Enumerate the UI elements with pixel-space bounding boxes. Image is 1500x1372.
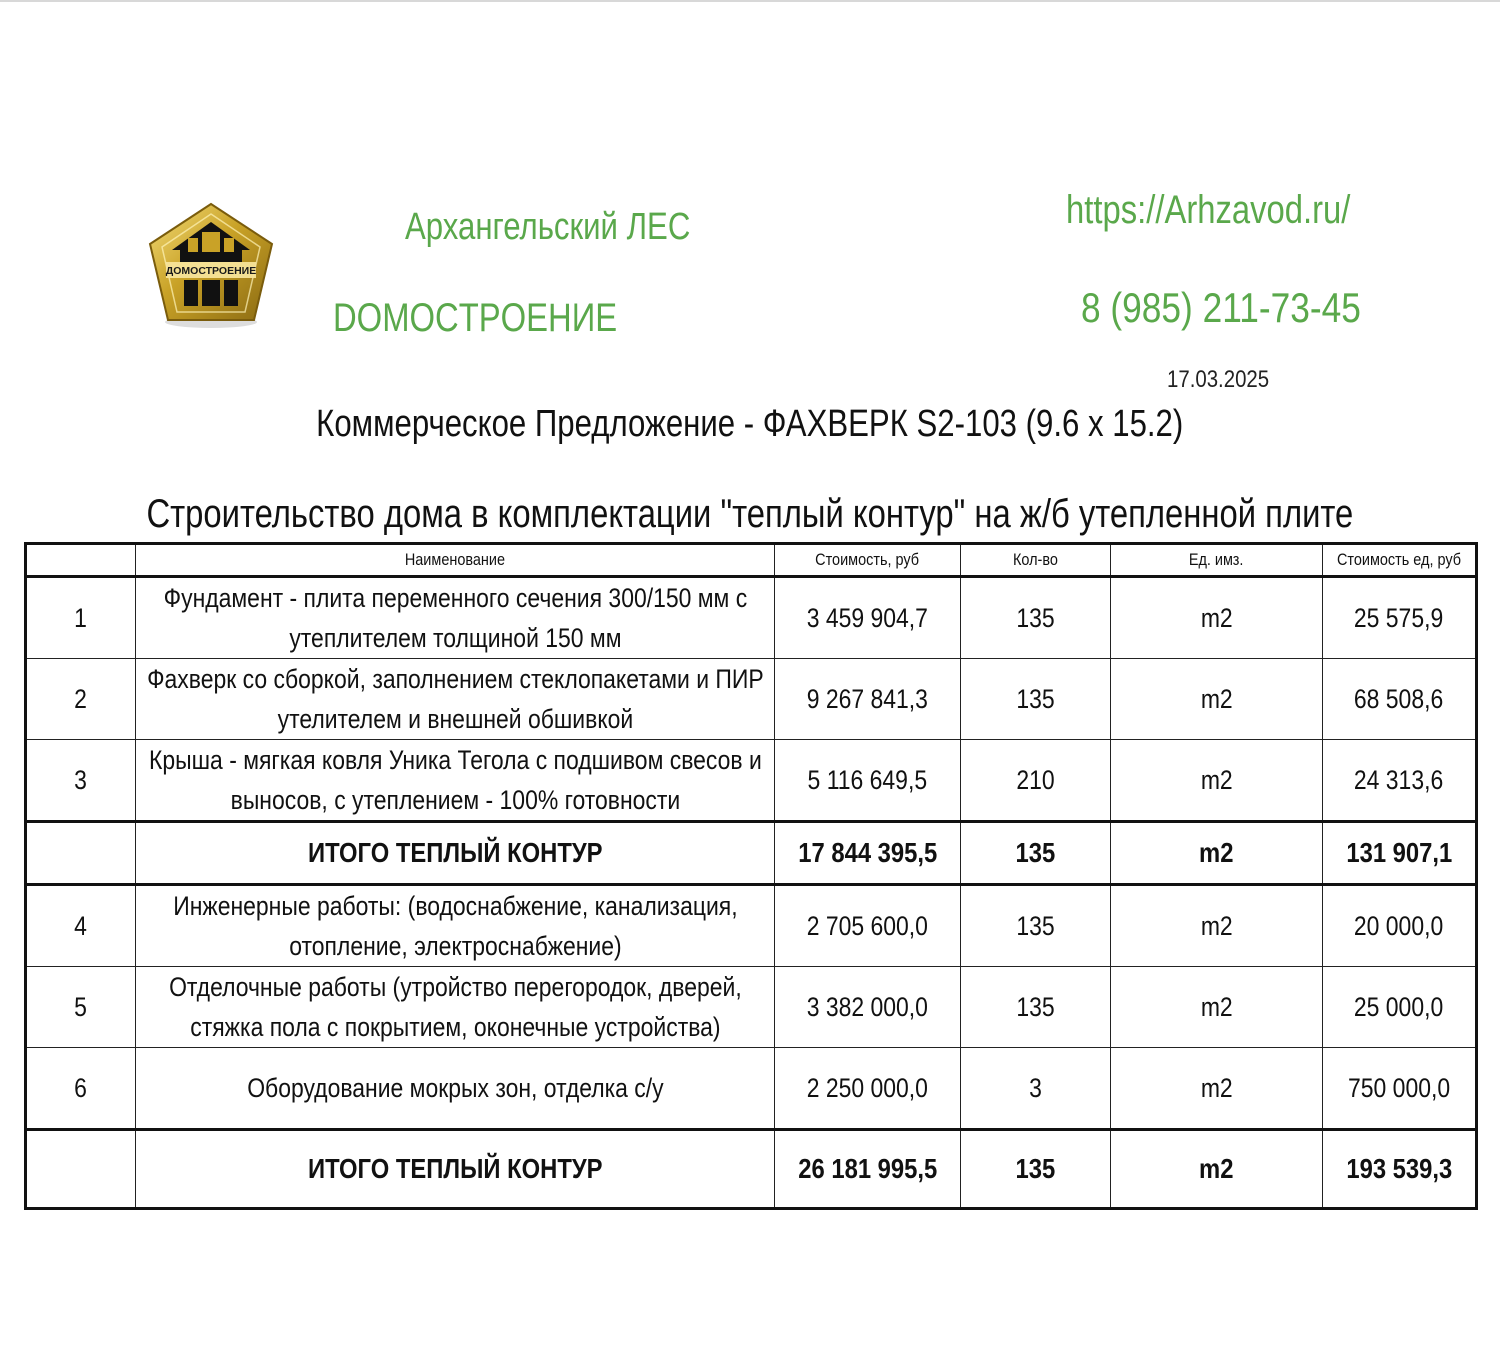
row-unit — [1111, 577, 1323, 659]
row-unit — [1111, 740, 1323, 822]
total-name — [136, 1130, 775, 1209]
row-unit-text: m2 — [1200, 911, 1233, 941]
row-unit-cost — [1323, 885, 1477, 967]
total-unit-text: m2 — [1199, 1153, 1234, 1184]
row-qty — [961, 577, 1111, 659]
row-name — [136, 577, 775, 659]
total-qty-text: 135 — [1015, 1153, 1056, 1184]
row-unit-text: m2 — [1200, 1073, 1233, 1103]
total-unit-cost-text: 193 539,3 — [1346, 1153, 1452, 1184]
row-unit — [1111, 885, 1323, 967]
row-unit-cost — [1323, 1048, 1477, 1130]
row-unit-text: m2 — [1200, 765, 1233, 795]
document-date: 17.03.2025 — [1167, 366, 1270, 393]
row-name-text: Инженерные работы: (водоснабжение, канализация, отопление, электроснабжение) — [172, 891, 738, 961]
row-cost — [775, 577, 961, 659]
row-qty-text: 210 — [1016, 765, 1055, 795]
row-unit-cost — [1323, 740, 1477, 822]
website-link[interactable]: https://Arhzavod.ru/ — [1066, 188, 1351, 232]
document-title-text: Коммерческое Предложение - ФАХВЕРК S2-103 (9.6 x 15.2) — [316, 403, 1184, 445]
subtotal-unit-cost — [1323, 822, 1477, 885]
row-unit-cost-text: 25 000,0 — [1354, 992, 1444, 1022]
company-name-line1: Архангельский ЛЕС — [405, 206, 691, 248]
row-unit-text: m2 — [1200, 684, 1233, 714]
document-subtitle — [0, 492, 1500, 537]
subtotal-row — [26, 822, 1477, 885]
row-unit-cost-text: 25 575,9 — [1354, 603, 1444, 633]
row-name-text: Фундамент - плита переменного сечения 300/150 мм с утеплителем толщиной 150 мм — [163, 583, 747, 653]
row-cost — [775, 1048, 961, 1130]
table-row — [26, 577, 1477, 659]
row-cost-text: 9 267 841,3 — [806, 684, 929, 714]
subtotal-cost-text: 17 844 395,5 — [798, 837, 937, 868]
row-cost — [775, 885, 961, 967]
row-unit-cost-text: 20 000,0 — [1354, 911, 1444, 941]
row-unit-cost-text: 68 508,6 — [1354, 684, 1444, 714]
row-num-text: 4 — [74, 911, 88, 941]
row-cost-text: 3 459 904,7 — [806, 603, 929, 633]
row-qty — [961, 885, 1111, 967]
subtotal-unit-text: m2 — [1199, 837, 1234, 868]
row-name-text: Оборудование мокрых зон, отделка с/у — [246, 1073, 664, 1103]
subtotal-name — [136, 822, 775, 885]
table-row — [26, 740, 1477, 822]
row-num-text: 2 — [74, 684, 88, 714]
total-cost-text: 26 181 995,5 — [798, 1153, 937, 1184]
row-unit — [1111, 659, 1323, 740]
document-title — [0, 403, 1500, 446]
row-num — [26, 885, 136, 967]
subtotal-name-text: ИТОГО ТЕПЛЫЙ КОНТУР — [307, 837, 603, 868]
column-header-cost — [775, 544, 961, 577]
row-cost-text: 3 382 000,0 — [806, 992, 929, 1022]
column-header-unit — [1111, 544, 1323, 577]
table-header-row — [26, 544, 1477, 577]
row-unit-cost — [1323, 577, 1477, 659]
row-qty-text: 135 — [1016, 911, 1055, 941]
table-row — [26, 659, 1477, 740]
row-unit — [1111, 1048, 1323, 1130]
row-cost-text: 2 705 600,0 — [806, 911, 929, 941]
row-name-text: Отделочные работы (утройство перегородок, дверей, стяжка пола с покрытием, оконечные устройства) — [168, 972, 742, 1042]
row-num-text: 3 — [74, 765, 88, 795]
row-cost — [775, 659, 961, 740]
row-qty — [961, 967, 1111, 1048]
top-divider — [0, 0, 1500, 2]
row-unit-cost-text: 24 313,6 — [1354, 765, 1444, 795]
logo-text: ДОМОСТРОЕНИЕ — [165, 265, 257, 277]
column-header-unit-text: Ед. имз. — [1189, 550, 1244, 569]
row-qty-text: 3 — [1029, 1073, 1042, 1103]
row-cost — [775, 967, 961, 1048]
document-subtitle-text: Строительство дома в комплектации "теплый контур" на ж/б утепленной плите — [146, 492, 1354, 536]
row-num-text: 6 — [74, 1073, 88, 1103]
row-unit-text: m2 — [1200, 603, 1233, 633]
total-name-text: ИТОГО ТЕПЛЫЙ КОНТУР — [307, 1153, 603, 1184]
subtotal-qty — [961, 822, 1111, 885]
row-unit — [1111, 967, 1323, 1048]
price-table — [24, 542, 1478, 1210]
row-unit-cost — [1323, 659, 1477, 740]
row-cost-text: 2 250 000,0 — [806, 1073, 929, 1103]
row-name — [136, 885, 775, 967]
row-unit-cost — [1323, 967, 1477, 1048]
row-num-text: 1 — [74, 603, 88, 633]
company-logo — [146, 200, 276, 330]
total-unit-cost — [1323, 1130, 1477, 1209]
company-name-line2: DOMOCTPOEHИE — [333, 296, 618, 340]
column-header-cost-text: Стоимость, руб — [815, 550, 920, 569]
row-name — [136, 659, 775, 740]
row-num — [26, 740, 136, 822]
subtotal-cost — [775, 822, 961, 885]
total-qty — [961, 1130, 1111, 1209]
row-cost — [775, 740, 961, 822]
total-num — [26, 1130, 136, 1209]
column-header-unit-cost — [1323, 544, 1477, 577]
table-row — [26, 967, 1477, 1048]
total-cost — [775, 1130, 961, 1209]
subtotal-unit-cost-text: 131 907,1 — [1346, 837, 1452, 868]
row-qty — [961, 659, 1111, 740]
phone-number[interactable]: 8 (985) 211-73-45 — [1081, 284, 1361, 331]
subtotal-unit — [1111, 822, 1323, 885]
row-num — [26, 1048, 136, 1130]
row-num — [26, 659, 136, 740]
row-num — [26, 577, 136, 659]
total-row — [26, 1130, 1477, 1209]
row-qty-text: 135 — [1016, 603, 1055, 633]
row-unit-cost-text: 750 000,0 — [1347, 1073, 1451, 1103]
row-num — [26, 967, 136, 1048]
column-header-unit-cost-text: Стоимость ед, руб — [1336, 550, 1462, 569]
subtotal-num — [26, 822, 136, 885]
row-qty — [961, 740, 1111, 822]
column-header-name — [136, 544, 775, 577]
row-name — [136, 967, 775, 1048]
row-qty-text: 135 — [1016, 992, 1055, 1022]
column-header-qty-text: Кол-во — [1013, 550, 1058, 569]
row-name-text: Крыша - мягкая ковля Уника Тегола с подшивом свесов и выносов, с утеплением - 100% готовности — [148, 745, 762, 815]
row-name-text: Фахверк со сборкой, заполнением стеклопакетами и ПИР утелителем и внешней обшивкой — [146, 664, 764, 734]
row-cost-text: 5 116 649,5 — [807, 765, 928, 795]
row-qty — [961, 1048, 1111, 1130]
row-name — [136, 1048, 775, 1130]
table-row — [26, 1048, 1477, 1130]
subtotal-qty-text: 135 — [1015, 837, 1056, 868]
column-header-num — [26, 544, 136, 577]
row-num-text: 5 — [74, 992, 88, 1022]
column-header-qty — [961, 544, 1111, 577]
row-qty-text: 135 — [1016, 684, 1055, 714]
row-unit-text: m2 — [1200, 992, 1233, 1022]
table-row — [26, 885, 1477, 967]
row-name — [136, 740, 775, 822]
column-header-name-text: Наименование — [404, 550, 506, 569]
total-unit — [1111, 1130, 1323, 1209]
